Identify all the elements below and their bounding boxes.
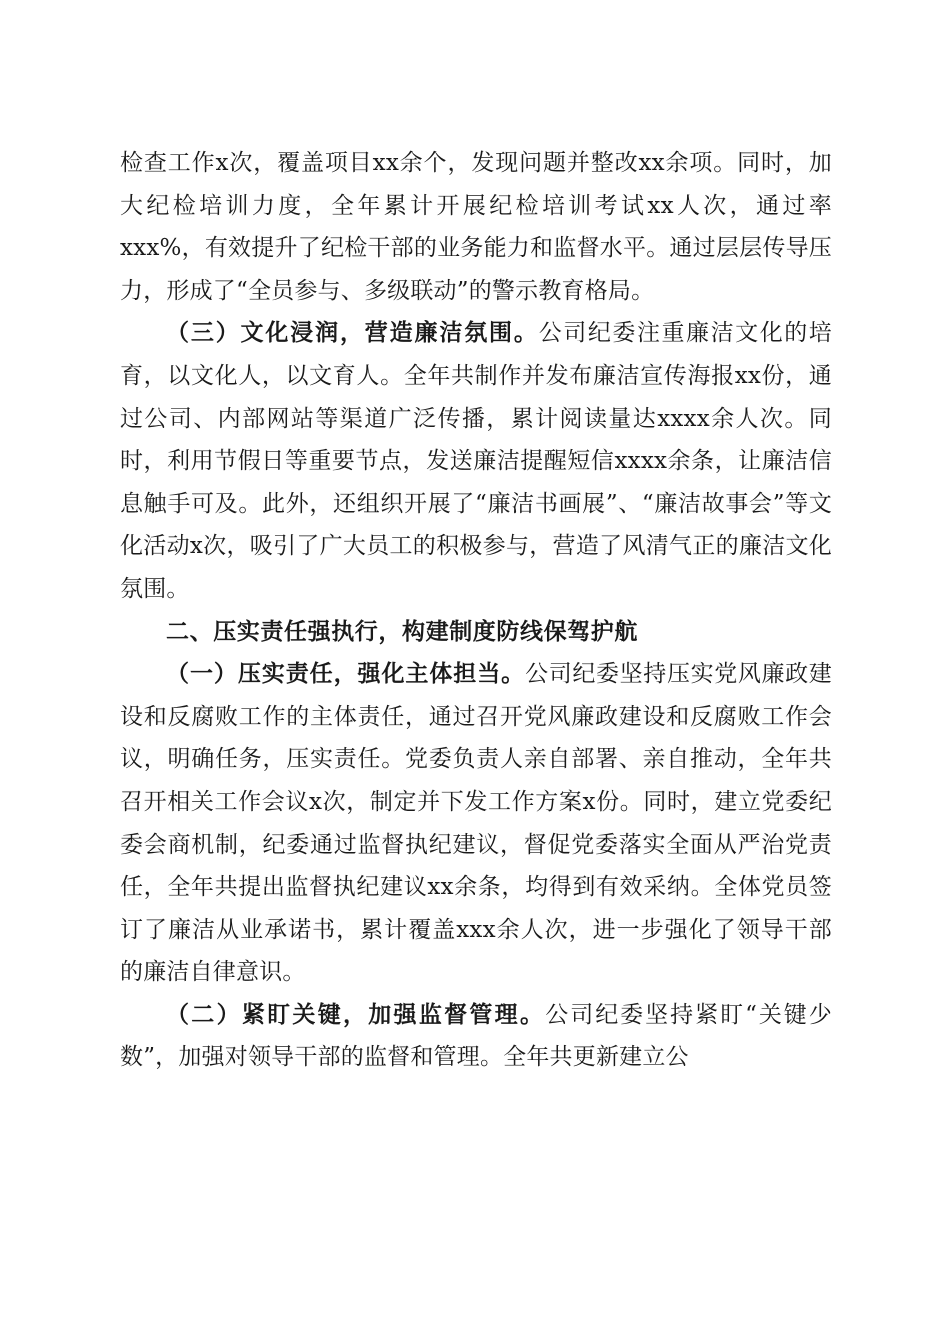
paragraph-lead: （三）文化浸润，营造廉洁氛围。 — [166, 320, 539, 347]
paragraph-text: 公司纪委注重廉洁文化的培育，以文化人，以文育人。全年共制作并发布廉洁宣传海报xx份，通过公司、内部网站等渠道广泛传播，累计阅读量达xxxx余人次。同时，利用节假日等重要节点，发送廉洁提醒短信xxxx余条，让廉洁信息触手可及。此外，还组织开展了“廉洁书画展”、“廉洁故事会”等文化活动x次，吸引了广大员工的积极参与，营造了风清气正的廉洁文化氛围。 — [120, 320, 832, 602]
paragraph-lead: （一）压实责任，强化主体担当。 — [166, 661, 526, 688]
paragraph-text: 公司纪委坚持紧盯“关键少数”，加强对领导干部的监督和管理。全年共更新建立公 — [120, 1001, 832, 1071]
paragraph-lead: （二）紧盯关键，加强监督管理。 — [166, 1001, 546, 1028]
paragraph-continued — [120, 142, 832, 312]
paragraph-supervision — [120, 994, 832, 1079]
paragraph-text: 检查工作x次，覆盖项目xx余个，发现问题并整改xx余项。同时，加大纪检培训力度，全年累计开展纪检培训考试xx人次，通过率xxx%，有效提升了纪检干部的业务能力和监督水平。通过层层传导压力，形成了“全员参与、多级联动”的警示教育格局。 — [120, 150, 832, 304]
document-body — [120, 142, 832, 1079]
section-heading: 二、压实责任强执行，构建制度防线保驾护航 — [166, 618, 638, 645]
paragraph-responsibility — [120, 653, 832, 994]
paragraph-text: 公司纪委坚持压实党风廉政建设和反腐败工作的主体责任，通过召开党风廉政建设和反腐败工作会议，明确任务，压实责任。党委负责人亲自部署、亲自推动，全年共召开相关工作会议x次，制定并下发工作方案x份。同时，建立党委纪委会商机制，纪委通过监督执纪建议，督促党委落实全面从严治党责任，全年共提出监督执纪建议xx余条，均得到有效采纳。全体党员签订了廉洁从业承诺书，累计覆盖xxx余人次，进一步强化了领导干部的廉洁自律意识。 — [120, 661, 832, 986]
paragraph-culture — [120, 312, 832, 610]
